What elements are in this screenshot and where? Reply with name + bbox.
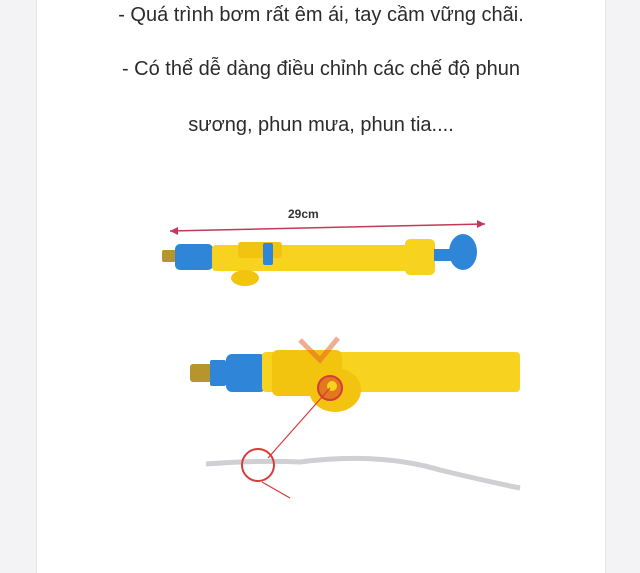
description-line-1: - Quá trình bơm rất êm ái, tay cầm vững chãi. (118, 4, 524, 26)
sprayer-product-image (0, 190, 640, 560)
dimension-arrow (170, 220, 485, 235)
description-line-2: - Có thể dễ dàng điều chỉnh các chế độ phun (121, 58, 521, 80)
sprayer-detail-view (190, 338, 520, 412)
dimension-label: 29cm (288, 207, 319, 221)
description-line-3: sương, phun mưa, phun tia.... (188, 114, 454, 136)
sprayer-side-view (162, 234, 477, 286)
hose-detail-marker (206, 388, 520, 498)
